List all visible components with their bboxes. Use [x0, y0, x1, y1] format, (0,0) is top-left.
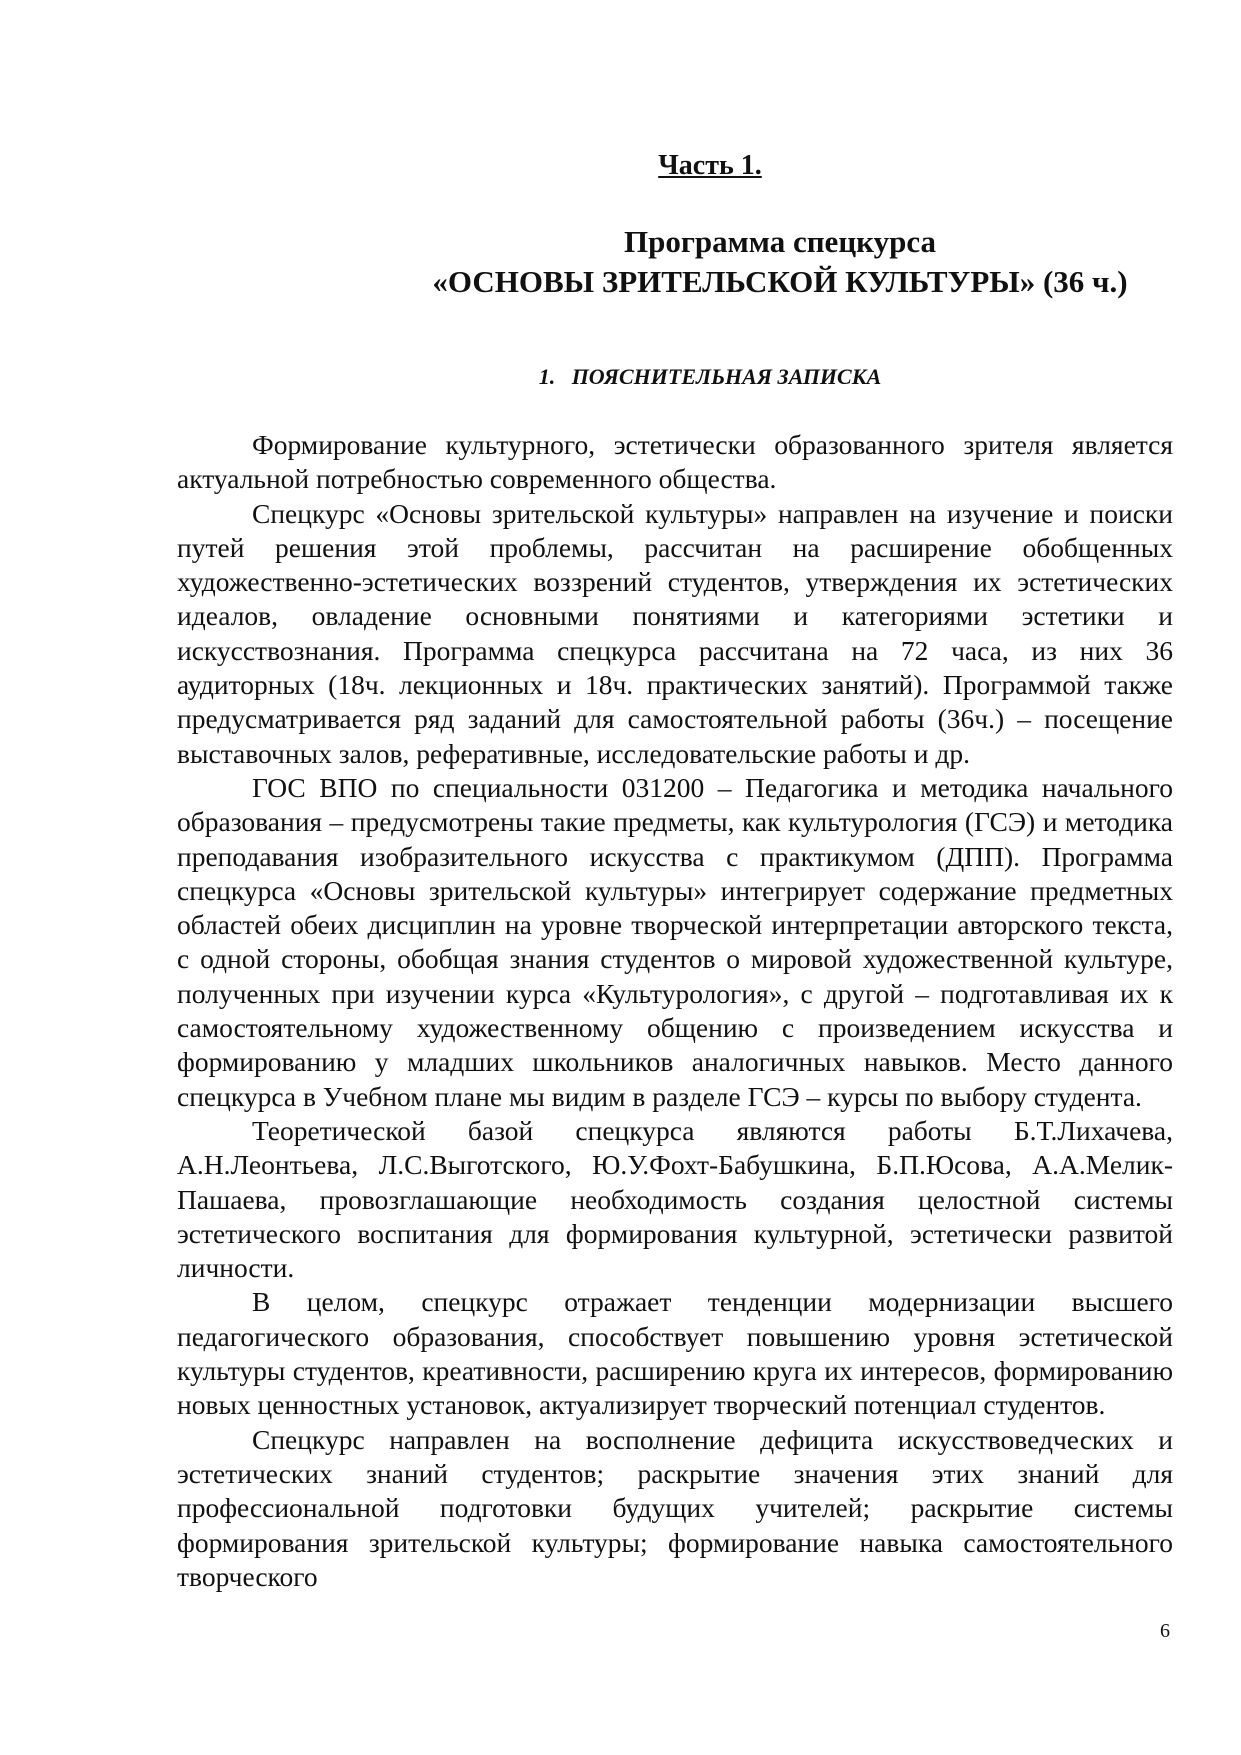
paragraph-2: Спецкурс «Основы зрительской культуры» направлен на изучение и поиски путей решения этой проблемы, рассчитан на расширение обобщенных художественно-эстетических воззрений студентов, утверждения их эстетических идеалов, овладение основными понятиями и категориями эстетики и искусствознания. Программа спецкурса рассчитана на 72 часа, из них 36 аудиторных (18ч. лекционных и 18ч. практических занятий). Программой также предусматривается ряд заданий для самостоятельной работы (36ч.) – посещение выставочных залов, реферативные, исследовательские работы и др. — [177, 497, 1173, 769]
paragraph-1: Формирование культурного, эстетически образованного зрителя является актуальной потребностью современного общества. — [177, 429, 1173, 495]
paragraph-3: ГОС ВПО по специальности 031200 – Педагогика и методика начального образования – предусмотрены такие предметы, как культурология (ГСЭ) и методика преподавания изобразительного искусства с практикумом (ДПП). Программа спецкурса «Основы зрительской культуры» интегрирует содержание предметных областей обеих дисциплин на уровне творческой интерпретации авторского текста, с одной стороны, обобщая знания студентов о мировой художественной культуре, полученных при изучении курса «Культурология», с другой – подготавливая их к самостоятельному художественному общению с произведением искусства и формированию у младших школьников аналогичных навыков. Место данного спецкурса в Учебном плане мы видим в разделе ГСЭ – курсы по выбору студента. — [177, 771, 1173, 1112]
paragraph-4: Теоретической базой спецкурса являются работы Б.Т.Лихачева, А.Н.Леонтьева, Л.С.Выготского, Ю.У.Фохт-Бабушкина, Б.П.Юсова, А.А.Мелик-Пашаева, провозглашающие необходимость создания целостной системы эстетического воспитания для формирования культурной, эстетически развитой личности. — [177, 1114, 1173, 1284]
course-title-line1: Программа спецкурса — [624, 224, 936, 259]
paragraph-5: В целом, спецкурс отражает тенденции модернизации высшего педагогического образования, способствует повышению уровня эстетической культуры студентов, креативности, расширению круга их интересов, формированию новых ценностных установок, актуализирует творческий потенциал студентов. — [177, 1286, 1173, 1421]
document-body — [177, 428, 1173, 1594]
page-number: 6 — [1160, 1620, 1170, 1642]
course-title-line2: «ОСНОВЫ ЗРИТЕЛЬСКОЙ КУЛЬТУРЫ» (36 ч.) — [432, 264, 1128, 299]
part-heading: Часть 1. — [658, 150, 762, 181]
section-heading: 1. ПОЯСНИТЕЛЬНАЯ ЗАПИСКА — [538, 364, 882, 389]
course-title — [320, 222, 1240, 302]
paragraph-6: Спецкурс направлен на восполнение дефицита искусствоведческих и эстетических знаний студентов; раскрытие значения этих знаний для профессиональной подготовки будущих учителей; раскрытие системы формирования зрительской культуры; формирование навыка самостоятельного творческого — [177, 1423, 1173, 1592]
